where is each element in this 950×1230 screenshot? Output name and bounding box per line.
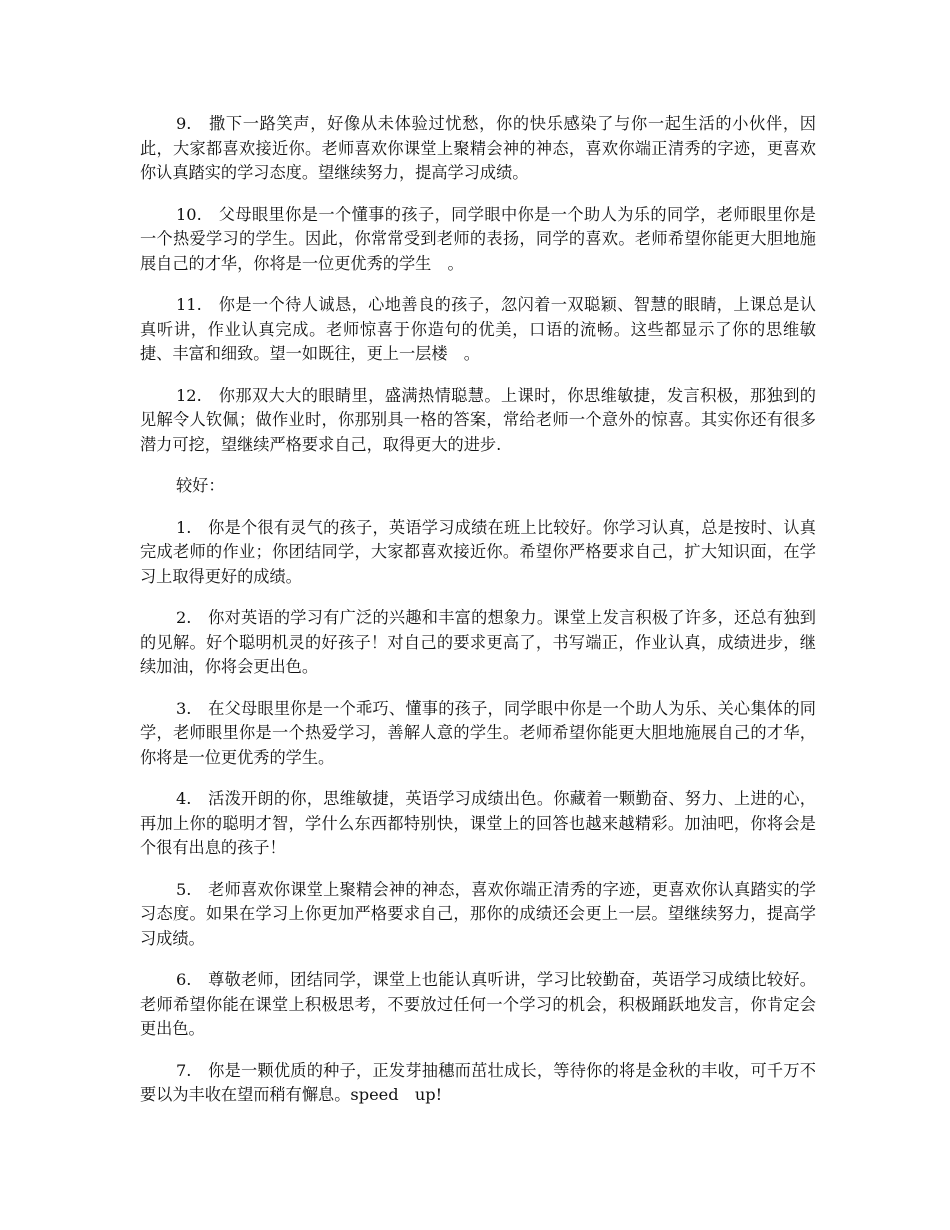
- document-page: [140, 112, 816, 1125]
- comment-paragraph-11: 11. 你是一个待人诚恳，心地善良的孩子，忽闪着一双聪颖、智慧的眼睛，上课总是认真听讲，作业认真完成。老师惊喜于你造句的优美，口语的流畅。这些都显示了你的思维敏捷、丰富和细致。望一如既往，更上一层楼 。: [140, 295, 816, 363]
- comment-paragraph-10: 10. 父母眼里你是一个懂事的孩子，同学眼中你是一个助人为乐的同学，老师眼里你是一个热爱学习的学生。因此，你常常受到老师的表扬，同学的喜欢。老师希望你能更大胆地施展自己的才华，你将是一位更优秀的学生 。: [140, 204, 816, 273]
- comment-paragraph-9: 9. 撒下一路笑声，好像从未体验过忧愁，你的快乐感染了与你一起生活的小伙伴，因此，大家都喜欢接近你。老师喜欢你课堂上聚精会神的神态，喜欢你端正清秀的字迹，更喜欢你认真踏实的学习态度。望继续努力，提高学习成绩。: [140, 114, 816, 182]
- section-heading: 较好：: [176, 476, 225, 495]
- good-comment-paragraph-4: 4. 活泼开朗的你，思维敏捷，英语学习成绩出色。你藏着一颗勤奋、努力、上进的心，再加上你的聪明才智，学什么东西都特别快，课堂上的回答也越来越精彩。加油吧，你将会是个很有出息的孩子！: [140, 789, 816, 857]
- good-comment-paragraph-1: 1. 你是个很有灵气的孩子，英语学习成绩在班上比较好。你学习认真，总是按时、认真完成老师的作业；你团结同学，大家都喜欢接近你。希望你严格要求自己，扩大知识面，在学习上取得更好的成绩。: [140, 517, 816, 586]
- comment-paragraph-12: 12. 你那双大大的眼睛里，盛满热情聪慧。上课时，你思维敏捷，发言积极，那独到的见解令人钦佩；做作业时，你那别具一格的答案，常给老师一个意外的惊喜。其实你还有很多潜力可挖，望继续严格要求自己，取得更大的进步.: [140, 385, 816, 454]
- good-comment-paragraph-7: 7. 你是一颗优质的种子，正发芽抽穗而茁壮成长，等待你的将是金秋的丰收，可千万不要以为丰收在望而稍有懈息。speed up!: [140, 1060, 816, 1104]
- good-comment-paragraph-6: 6. 尊敬老师，团结同学，课堂上也能认真听讲，学习比较勤奋，英语学习成绩比较好。老师希望你能在课堂上积极思考，不要放过任何一个学习的机会，积极踊跃地发言，你肯定会更出色。: [140, 970, 816, 1038]
- good-comment-paragraph-3: 3. 在父母眼里你是一个乖巧、懂事的孩子，同学眼中你是一个助人为乐、关心集体的同学，老师眼里你是一个热爱学习，善解人意的学生。老师希望你能更大胆地施展自己的才华，你将是一位更优秀的学生。: [140, 698, 816, 767]
- good-comment-paragraph-2: 2. 你对英语的学习有广泛的兴趣和丰富的想象力。课堂上发言积极了许多，还总有独到的见解。好个聪明机灵的好孩子！对自己的要求更高了，书写端正，作业认真，成绩进步，继续加油，你将会更出色。: [140, 608, 816, 676]
- good-comment-paragraph-5: 5. 老师喜欢你课堂上聚精会神的神态，喜欢你端正清秀的字迹，更喜欢你认真踏实的学习态度。如果在学习上你更加严格要求自己，那你的成绩还会更上一层。望继续努力，提高学习成绩。: [140, 879, 816, 948]
